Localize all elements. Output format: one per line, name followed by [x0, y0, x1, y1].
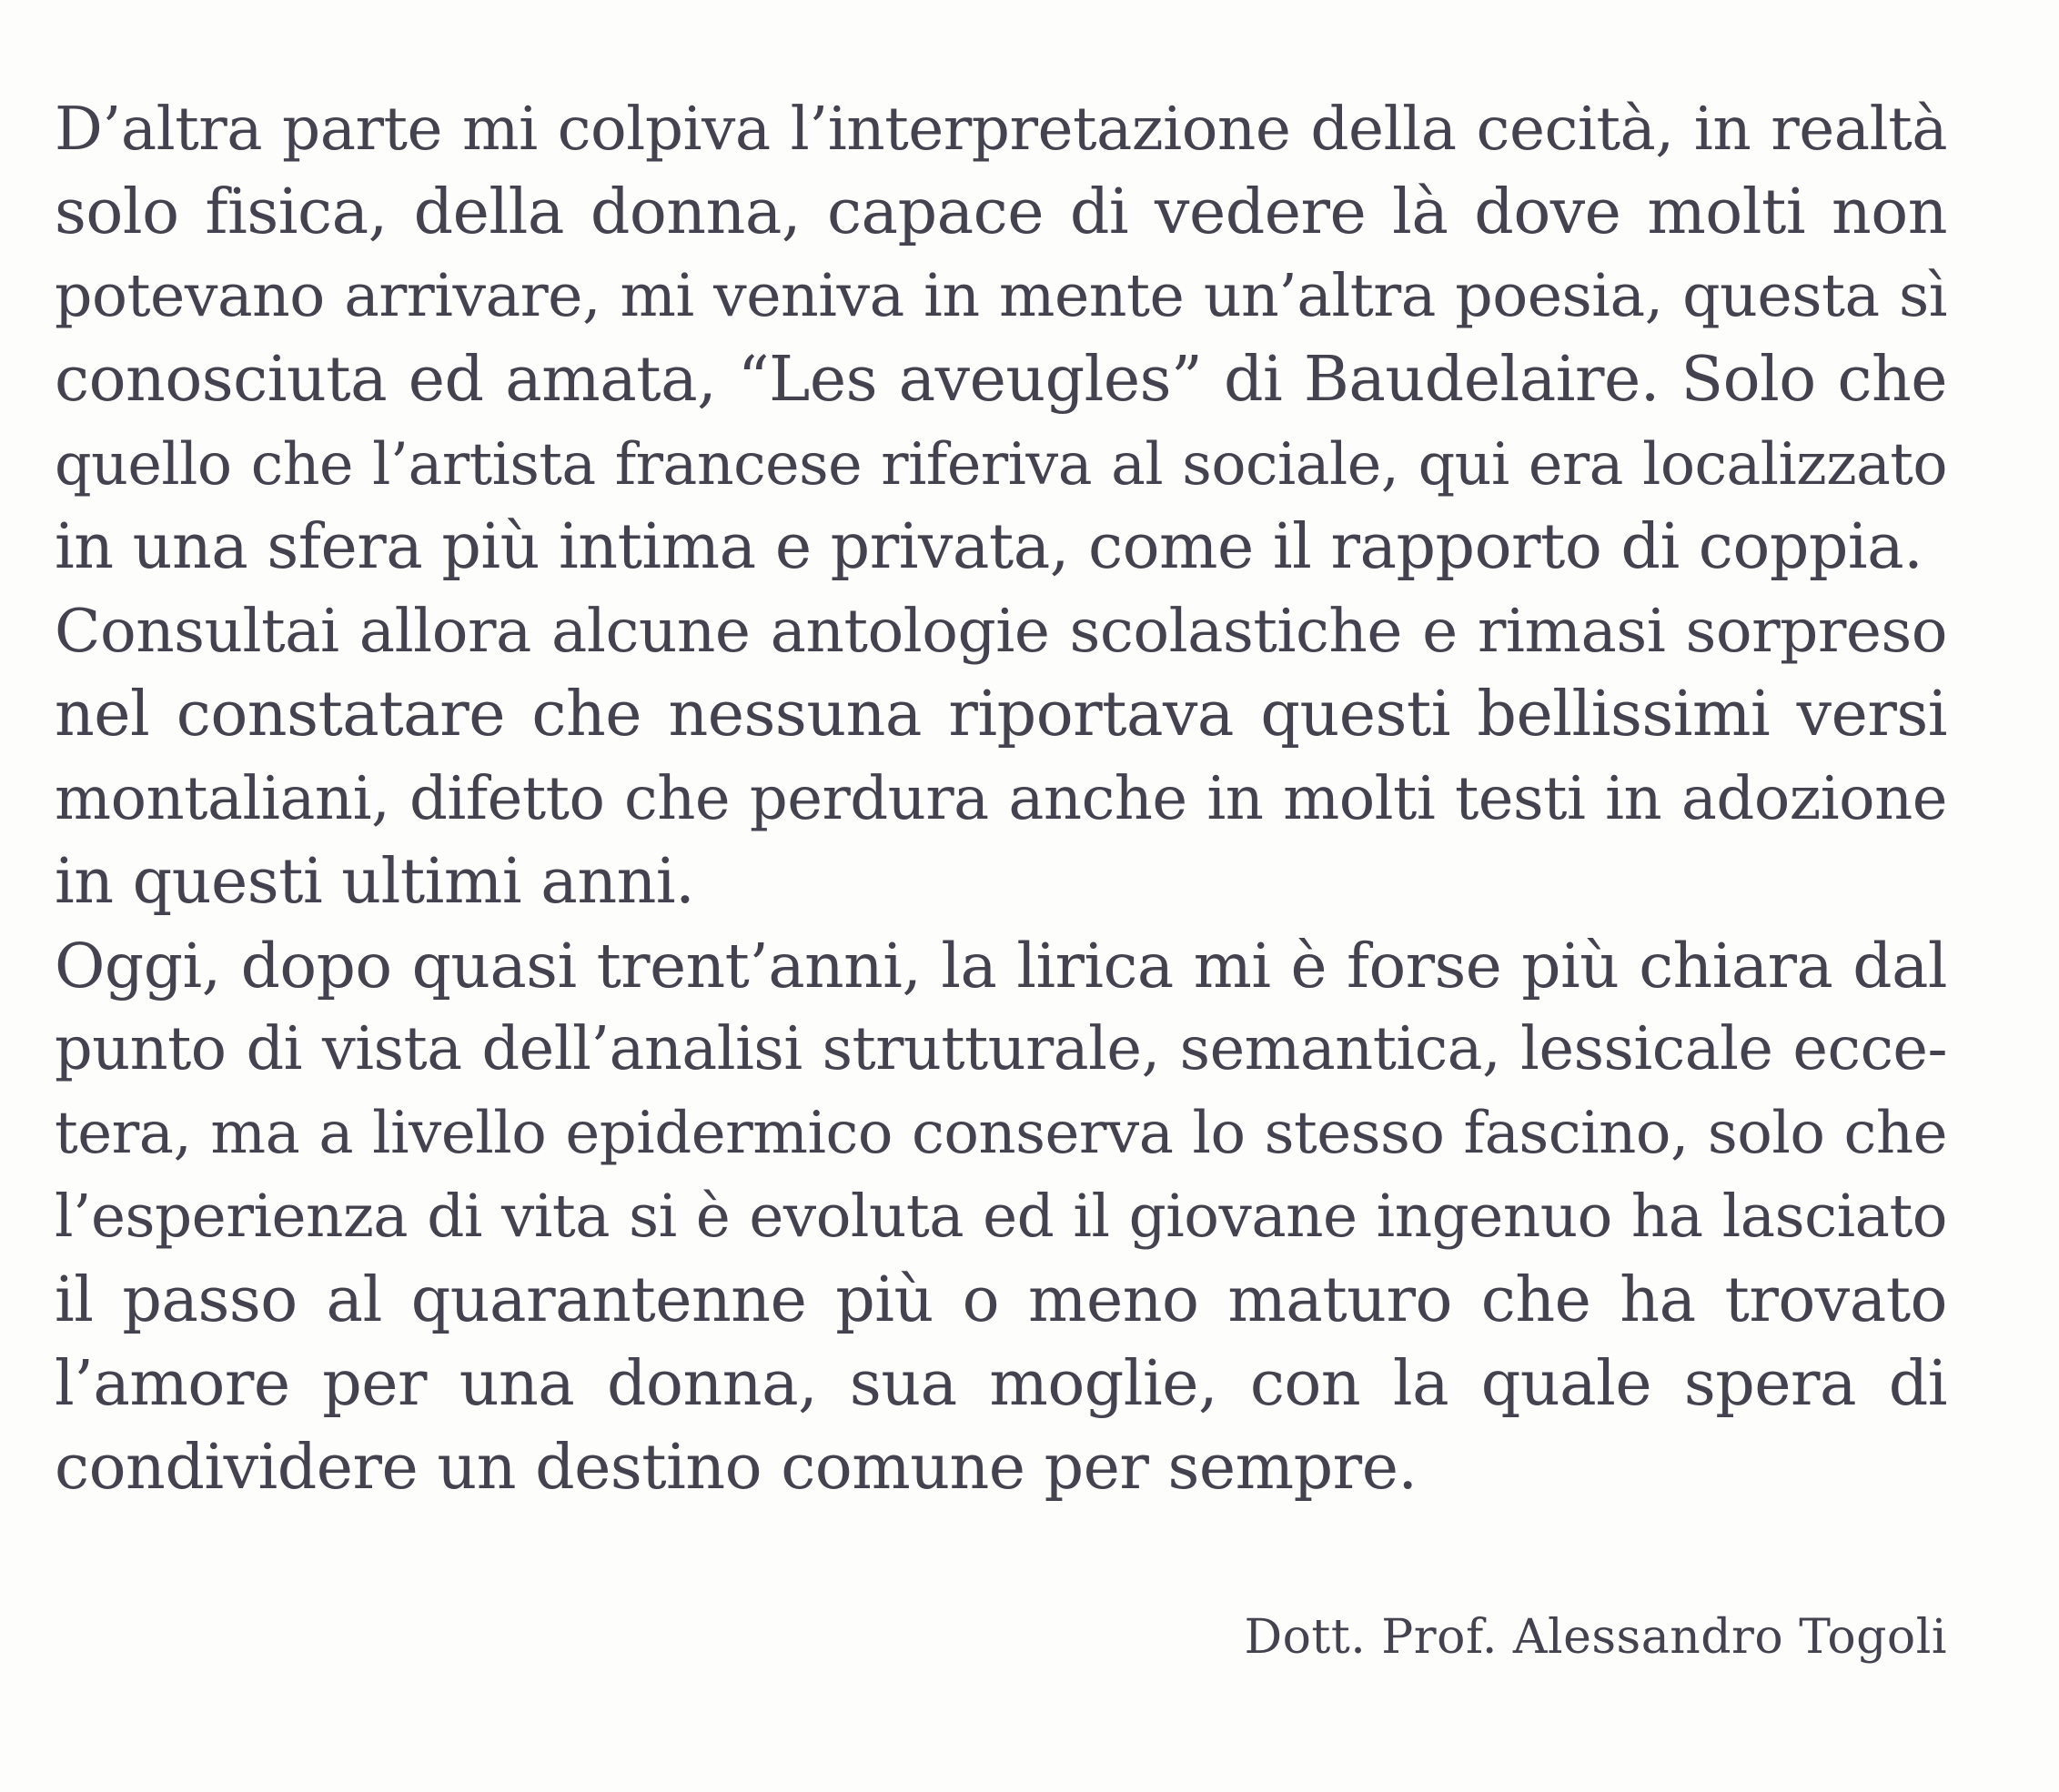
author-signature: Dott. Prof. Alessandro Togoli [1244, 1610, 1947, 1665]
text-line: Oggi, dopo quasi trent’anni, la lirica mi è forse più chiara dal [55, 930, 1947, 1002]
text-line: in questi ultimi anni. [55, 846, 695, 918]
text-line: tera, ma a livello epidermico conserva lo stesso fascino, solo che [55, 1100, 1947, 1167]
text-line: l’esperienza di vita si è evoluta ed il giovane ingenuo ha lasciato [55, 1183, 1947, 1251]
text-line: il passo al quarantenne più o meno maturo che ha trovato [55, 1264, 1947, 1336]
text-line: Consultai allora alcune antologie scolastiche e rimasi sorpreso [55, 596, 1947, 666]
text-line: condividere un destino comune per sempre. [55, 1432, 1418, 1504]
text-line: D’altra parte mi colpiva l’interpretazione della cecità, in realtà [55, 94, 1947, 164]
text-line: punto di vista dell’analisi strutturale, semantica, lessicale ecce- [55, 1015, 1947, 1083]
paragraph-2 [55, 589, 1947, 924]
text-line: potevano arrivare, mi veniva in mente un’altra poesia, questa sì [55, 262, 1947, 330]
text-line: l’amore per una donna, sua moglie, con la quale spera di [55, 1348, 1947, 1420]
text-line: solo fisica, della donna, capace di vedere là dove molti non [55, 176, 1947, 248]
text-line: conosciuta ed amata, “Les aveugles” di Baudelaire. Solo che [55, 344, 1947, 416]
text-line: quello che l’artista francese riferiva al sociale, qui era localizzato [55, 430, 1947, 498]
text-line: montaliani, difetto che perdura anche in molti testi in adozione [55, 764, 1947, 833]
paragraph-3 [55, 924, 1947, 1510]
text-line: nel constatare che nessuna riportava questi bellissimi versi [55, 679, 1947, 750]
body-text [55, 87, 1947, 1510]
paragraph-1 [55, 87, 1947, 589]
text-line: in una sfera più intima e privata, come il rapporto di coppia. [55, 511, 1923, 583]
